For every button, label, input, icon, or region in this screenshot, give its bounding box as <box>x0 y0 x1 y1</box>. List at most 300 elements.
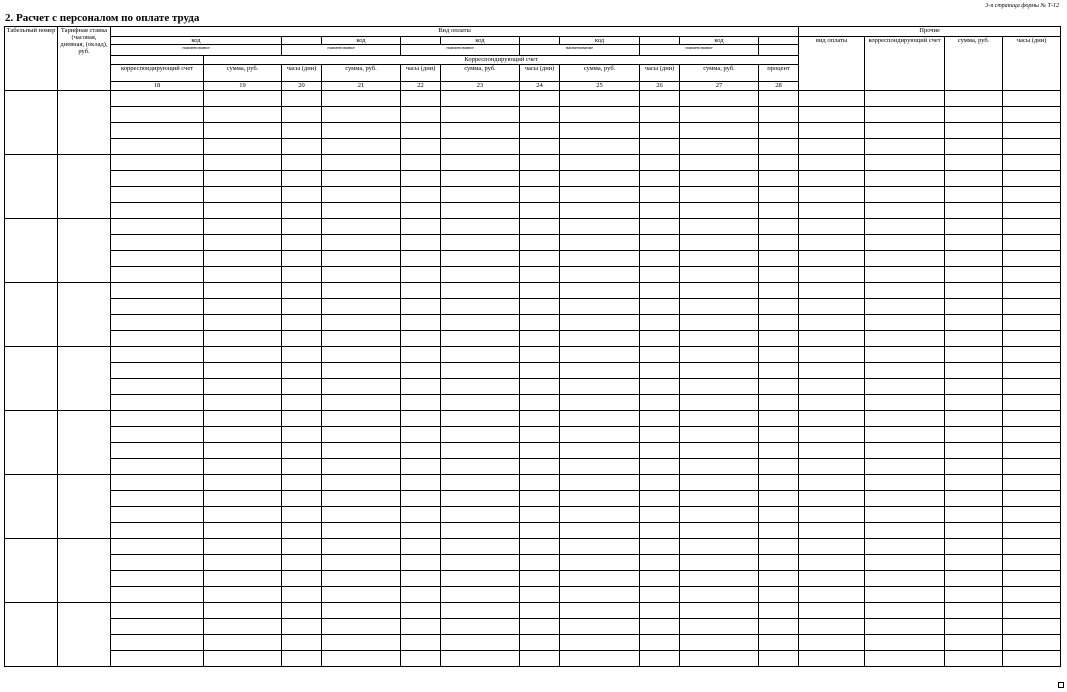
data-cell[interactable] <box>282 587 322 603</box>
data-cell[interactable] <box>945 459 1003 475</box>
data-cell[interactable] <box>640 171 680 187</box>
tab-number-cell[interactable] <box>5 155 58 219</box>
data-cell[interactable] <box>560 363 640 379</box>
data-cell[interactable] <box>441 267 520 283</box>
data-cell[interactable] <box>204 363 282 379</box>
data-cell[interactable] <box>520 283 560 299</box>
data-cell[interactable] <box>799 91 865 107</box>
data-cell[interactable] <box>560 251 640 267</box>
data-cell[interactable] <box>865 91 945 107</box>
data-cell[interactable] <box>322 91 401 107</box>
data-cell[interactable] <box>680 619 759 635</box>
data-cell[interactable] <box>204 491 282 507</box>
data-cell[interactable] <box>322 459 401 475</box>
data-cell[interactable] <box>282 171 322 187</box>
data-cell[interactable] <box>204 379 282 395</box>
data-cell[interactable] <box>401 443 441 459</box>
data-cell[interactable] <box>520 379 560 395</box>
data-cell[interactable] <box>520 203 560 219</box>
tariff-rate-cell[interactable] <box>58 155 111 219</box>
data-cell[interactable] <box>560 571 640 587</box>
data-cell[interactable] <box>204 523 282 539</box>
data-cell[interactable] <box>799 587 865 603</box>
data-cell[interactable] <box>401 267 441 283</box>
data-cell[interactable] <box>204 219 282 235</box>
data-cell[interactable] <box>282 507 322 523</box>
data-cell[interactable] <box>640 107 680 123</box>
data-cell[interactable] <box>441 139 520 155</box>
data-cell[interactable] <box>441 443 520 459</box>
data-cell[interactable] <box>111 603 204 619</box>
data-cell[interactable] <box>401 187 441 203</box>
data-cell[interactable] <box>799 299 865 315</box>
data-cell[interactable] <box>322 187 401 203</box>
data-cell[interactable] <box>204 107 282 123</box>
data-cell[interactable] <box>322 411 401 427</box>
data-cell[interactable] <box>401 475 441 491</box>
tab-number-cell[interactable] <box>5 539 58 603</box>
data-cell[interactable] <box>560 139 640 155</box>
data-cell[interactable] <box>401 507 441 523</box>
data-cell[interactable] <box>401 203 441 219</box>
data-cell[interactable] <box>799 155 865 171</box>
data-cell[interactable] <box>441 107 520 123</box>
data-cell[interactable] <box>945 491 1003 507</box>
data-cell[interactable] <box>1003 427 1061 443</box>
data-cell[interactable] <box>441 203 520 219</box>
data-cell[interactable] <box>640 475 680 491</box>
data-cell[interactable] <box>865 363 945 379</box>
data-cell[interactable] <box>1003 363 1061 379</box>
data-cell[interactable] <box>759 347 799 363</box>
data-cell[interactable] <box>945 171 1003 187</box>
data-cell[interactable] <box>441 587 520 603</box>
data-cell[interactable] <box>680 587 759 603</box>
data-cell[interactable] <box>759 395 799 411</box>
data-cell[interactable] <box>759 219 799 235</box>
data-cell[interactable] <box>799 379 865 395</box>
data-cell[interactable] <box>520 267 560 283</box>
data-cell[interactable] <box>111 219 204 235</box>
data-cell[interactable] <box>680 347 759 363</box>
data-cell[interactable] <box>759 91 799 107</box>
data-cell[interactable] <box>1003 171 1061 187</box>
data-cell[interactable] <box>401 635 441 651</box>
data-cell[interactable] <box>1003 571 1061 587</box>
tab-number-cell[interactable] <box>5 347 58 411</box>
data-cell[interactable] <box>560 171 640 187</box>
data-cell[interactable] <box>865 251 945 267</box>
data-cell[interactable] <box>865 523 945 539</box>
data-cell[interactable] <box>322 315 401 331</box>
data-cell[interactable] <box>282 539 322 555</box>
data-cell[interactable] <box>759 651 799 667</box>
data-cell[interactable] <box>441 651 520 667</box>
data-cell[interactable] <box>680 475 759 491</box>
data-cell[interactable] <box>799 603 865 619</box>
data-cell[interactable] <box>560 459 640 475</box>
data-cell[interactable] <box>322 635 401 651</box>
data-cell[interactable] <box>520 523 560 539</box>
data-cell[interactable] <box>282 139 322 155</box>
data-cell[interactable] <box>111 315 204 331</box>
data-cell[interactable] <box>799 331 865 347</box>
tariff-rate-cell[interactable] <box>58 539 111 603</box>
data-cell[interactable] <box>945 635 1003 651</box>
data-cell[interactable] <box>640 507 680 523</box>
data-cell[interactable] <box>945 283 1003 299</box>
data-cell[interactable] <box>945 123 1003 139</box>
data-cell[interactable] <box>282 235 322 251</box>
data-cell[interactable] <box>865 331 945 347</box>
data-cell[interactable] <box>640 491 680 507</box>
data-cell[interactable] <box>111 427 204 443</box>
data-cell[interactable] <box>560 267 640 283</box>
data-cell[interactable] <box>1003 523 1061 539</box>
data-cell[interactable] <box>640 283 680 299</box>
data-cell[interactable] <box>204 427 282 443</box>
data-cell[interactable] <box>865 155 945 171</box>
data-cell[interactable] <box>111 187 204 203</box>
data-cell[interactable] <box>111 507 204 523</box>
data-cell[interactable] <box>401 171 441 187</box>
data-cell[interactable] <box>282 571 322 587</box>
code-value-2[interactable] <box>401 37 441 45</box>
data-cell[interactable] <box>560 331 640 347</box>
data-cell[interactable] <box>945 187 1003 203</box>
code-value-1[interactable] <box>282 37 322 45</box>
data-cell[interactable] <box>111 363 204 379</box>
tab-number-cell[interactable] <box>5 283 58 347</box>
data-cell[interactable] <box>865 299 945 315</box>
data-cell[interactable] <box>111 571 204 587</box>
data-cell[interactable] <box>945 587 1003 603</box>
data-cell[interactable] <box>640 91 680 107</box>
data-cell[interactable] <box>441 219 520 235</box>
data-cell[interactable] <box>204 155 282 171</box>
data-cell[interactable] <box>759 283 799 299</box>
data-cell[interactable] <box>1003 235 1061 251</box>
data-cell[interactable] <box>441 411 520 427</box>
data-cell[interactable] <box>401 571 441 587</box>
data-cell[interactable] <box>560 379 640 395</box>
data-cell[interactable] <box>401 651 441 667</box>
data-cell[interactable] <box>204 395 282 411</box>
data-cell[interactable] <box>759 235 799 251</box>
data-cell[interactable] <box>204 203 282 219</box>
data-cell[interactable] <box>1003 539 1061 555</box>
data-cell[interactable] <box>865 651 945 667</box>
data-cell[interactable] <box>111 235 204 251</box>
data-cell[interactable] <box>1003 395 1061 411</box>
data-cell[interactable] <box>520 299 560 315</box>
data-cell[interactable] <box>560 507 640 523</box>
data-cell[interactable] <box>640 315 680 331</box>
data-cell[interactable] <box>520 187 560 203</box>
data-cell[interactable] <box>865 571 945 587</box>
data-cell[interactable] <box>401 155 441 171</box>
data-cell[interactable] <box>560 635 640 651</box>
data-cell[interactable] <box>945 203 1003 219</box>
data-cell[interactable] <box>759 603 799 619</box>
data-cell[interactable] <box>865 219 945 235</box>
data-cell[interactable] <box>680 123 759 139</box>
data-cell[interactable] <box>520 459 560 475</box>
data-cell[interactable] <box>560 107 640 123</box>
data-cell[interactable] <box>441 315 520 331</box>
data-cell[interactable] <box>204 299 282 315</box>
data-cell[interactable] <box>799 363 865 379</box>
data-cell[interactable] <box>560 475 640 491</box>
data-cell[interactable] <box>865 171 945 187</box>
data-cell[interactable] <box>945 619 1003 635</box>
data-cell[interactable] <box>322 427 401 443</box>
data-cell[interactable] <box>759 635 799 651</box>
data-cell[interactable] <box>759 459 799 475</box>
data-cell[interactable] <box>111 251 204 267</box>
data-cell[interactable] <box>441 459 520 475</box>
data-cell[interactable] <box>401 123 441 139</box>
data-cell[interactable] <box>282 379 322 395</box>
data-cell[interactable] <box>759 539 799 555</box>
data-cell[interactable] <box>799 651 865 667</box>
data-cell[interactable] <box>520 315 560 331</box>
data-cell[interactable] <box>945 267 1003 283</box>
data-cell[interactable] <box>111 523 204 539</box>
data-cell[interactable] <box>680 427 759 443</box>
data-cell[interactable] <box>520 411 560 427</box>
data-cell[interactable] <box>441 155 520 171</box>
data-cell[interactable] <box>204 331 282 347</box>
data-cell[interactable] <box>799 555 865 571</box>
data-cell[interactable] <box>1003 459 1061 475</box>
data-cell[interactable] <box>560 603 640 619</box>
data-cell[interactable] <box>204 539 282 555</box>
data-cell[interactable] <box>799 507 865 523</box>
data-cell[interactable] <box>282 123 322 139</box>
data-cell[interactable] <box>680 635 759 651</box>
data-cell[interactable] <box>865 491 945 507</box>
data-cell[interactable] <box>111 475 204 491</box>
data-cell[interactable] <box>282 155 322 171</box>
data-cell[interactable] <box>322 331 401 347</box>
data-cell[interactable] <box>204 187 282 203</box>
data-cell[interactable] <box>520 635 560 651</box>
data-cell[interactable] <box>441 283 520 299</box>
data-cell[interactable] <box>560 411 640 427</box>
data-cell[interactable] <box>640 187 680 203</box>
data-cell[interactable] <box>111 459 204 475</box>
data-cell[interactable] <box>322 235 401 251</box>
data-cell[interactable] <box>680 235 759 251</box>
data-cell[interactable] <box>865 139 945 155</box>
data-cell[interactable] <box>640 459 680 475</box>
data-cell[interactable] <box>680 491 759 507</box>
data-cell[interactable] <box>520 603 560 619</box>
data-cell[interactable] <box>322 555 401 571</box>
data-cell[interactable] <box>560 347 640 363</box>
data-cell[interactable] <box>759 155 799 171</box>
data-cell[interactable] <box>1003 555 1061 571</box>
data-cell[interactable] <box>204 123 282 139</box>
data-cell[interactable] <box>680 395 759 411</box>
data-cell[interactable] <box>799 107 865 123</box>
data-cell[interactable] <box>520 251 560 267</box>
data-cell[interactable] <box>759 507 799 523</box>
data-cell[interactable] <box>759 139 799 155</box>
data-cell[interactable] <box>799 619 865 635</box>
data-cell[interactable] <box>401 219 441 235</box>
data-cell[interactable] <box>680 571 759 587</box>
data-cell[interactable] <box>680 523 759 539</box>
data-cell[interactable] <box>865 315 945 331</box>
data-cell[interactable] <box>282 283 322 299</box>
data-cell[interactable] <box>401 299 441 315</box>
data-cell[interactable] <box>1003 379 1061 395</box>
data-cell[interactable] <box>759 587 799 603</box>
data-cell[interactable] <box>322 587 401 603</box>
data-cell[interactable] <box>945 299 1003 315</box>
data-cell[interactable] <box>111 123 204 139</box>
data-cell[interactable] <box>204 411 282 427</box>
data-cell[interactable] <box>282 107 322 123</box>
data-cell[interactable] <box>865 395 945 411</box>
data-cell[interactable] <box>204 587 282 603</box>
data-cell[interactable] <box>640 155 680 171</box>
data-cell[interactable] <box>799 411 865 427</box>
data-cell[interactable] <box>640 331 680 347</box>
data-cell[interactable] <box>759 107 799 123</box>
data-cell[interactable] <box>680 603 759 619</box>
data-cell[interactable] <box>520 91 560 107</box>
data-cell[interactable] <box>759 203 799 219</box>
tab-number-cell[interactable] <box>5 219 58 283</box>
data-cell[interactable] <box>640 379 680 395</box>
data-cell[interactable] <box>520 491 560 507</box>
data-cell[interactable] <box>945 571 1003 587</box>
data-cell[interactable] <box>865 203 945 219</box>
data-cell[interactable] <box>680 331 759 347</box>
data-cell[interactable] <box>204 635 282 651</box>
data-cell[interactable] <box>204 475 282 491</box>
data-cell[interactable] <box>759 187 799 203</box>
data-cell[interactable] <box>441 571 520 587</box>
data-cell[interactable] <box>322 395 401 411</box>
data-cell[interactable] <box>1003 331 1061 347</box>
data-cell[interactable] <box>1003 507 1061 523</box>
data-cell[interactable] <box>640 395 680 411</box>
data-cell[interactable] <box>441 363 520 379</box>
data-cell[interactable] <box>1003 603 1061 619</box>
data-cell[interactable] <box>640 523 680 539</box>
data-cell[interactable] <box>759 571 799 587</box>
data-cell[interactable] <box>1003 411 1061 427</box>
data-cell[interactable] <box>441 171 520 187</box>
data-cell[interactable] <box>865 443 945 459</box>
data-cell[interactable] <box>204 267 282 283</box>
data-cell[interactable] <box>640 555 680 571</box>
data-cell[interactable] <box>441 235 520 251</box>
data-cell[interactable] <box>520 347 560 363</box>
data-cell[interactable] <box>520 123 560 139</box>
data-cell[interactable] <box>204 283 282 299</box>
data-cell[interactable] <box>865 603 945 619</box>
data-cell[interactable] <box>799 635 865 651</box>
data-cell[interactable] <box>865 235 945 251</box>
data-cell[interactable] <box>799 251 865 267</box>
data-cell[interactable] <box>799 475 865 491</box>
data-cell[interactable] <box>799 171 865 187</box>
data-cell[interactable] <box>1003 315 1061 331</box>
tariff-rate-cell[interactable] <box>58 603 111 667</box>
data-cell[interactable] <box>1003 475 1061 491</box>
data-cell[interactable] <box>111 555 204 571</box>
data-cell[interactable] <box>560 315 640 331</box>
data-cell[interactable] <box>680 555 759 571</box>
data-cell[interactable] <box>759 427 799 443</box>
data-cell[interactable] <box>204 139 282 155</box>
data-cell[interactable] <box>520 219 560 235</box>
data-cell[interactable] <box>865 427 945 443</box>
data-cell[interactable] <box>799 187 865 203</box>
data-cell[interactable] <box>945 331 1003 347</box>
data-cell[interactable] <box>640 267 680 283</box>
data-cell[interactable] <box>282 331 322 347</box>
tariff-rate-cell[interactable] <box>58 91 111 155</box>
data-cell[interactable] <box>560 443 640 459</box>
data-cell[interactable] <box>560 283 640 299</box>
data-cell[interactable] <box>322 251 401 267</box>
data-cell[interactable] <box>282 411 322 427</box>
data-cell[interactable] <box>799 539 865 555</box>
data-cell[interactable] <box>560 91 640 107</box>
data-cell[interactable] <box>640 139 680 155</box>
data-cell[interactable] <box>759 331 799 347</box>
data-cell[interactable] <box>282 523 322 539</box>
data-cell[interactable] <box>640 363 680 379</box>
tab-number-cell[interactable] <box>5 411 58 475</box>
data-cell[interactable] <box>799 267 865 283</box>
data-cell[interactable] <box>560 539 640 555</box>
data-cell[interactable] <box>1003 619 1061 635</box>
data-cell[interactable] <box>1003 299 1061 315</box>
data-cell[interactable] <box>799 219 865 235</box>
data-cell[interactable] <box>204 443 282 459</box>
data-cell[interactable] <box>1003 267 1061 283</box>
data-cell[interactable] <box>1003 587 1061 603</box>
data-cell[interactable] <box>441 619 520 635</box>
data-cell[interactable] <box>945 443 1003 459</box>
data-cell[interactable] <box>441 523 520 539</box>
data-cell[interactable] <box>401 139 441 155</box>
data-cell[interactable] <box>282 91 322 107</box>
data-cell[interactable] <box>322 651 401 667</box>
data-cell[interactable] <box>1003 283 1061 299</box>
data-cell[interactable] <box>441 251 520 267</box>
data-cell[interactable] <box>680 203 759 219</box>
data-cell[interactable] <box>282 395 322 411</box>
data-cell[interactable] <box>640 587 680 603</box>
data-cell[interactable] <box>759 251 799 267</box>
data-cell[interactable] <box>945 395 1003 411</box>
data-cell[interactable] <box>680 363 759 379</box>
data-cell[interactable] <box>111 379 204 395</box>
data-cell[interactable] <box>401 283 441 299</box>
data-cell[interactable] <box>282 251 322 267</box>
data-cell[interactable] <box>680 219 759 235</box>
data-cell[interactable] <box>204 619 282 635</box>
data-cell[interactable] <box>520 475 560 491</box>
